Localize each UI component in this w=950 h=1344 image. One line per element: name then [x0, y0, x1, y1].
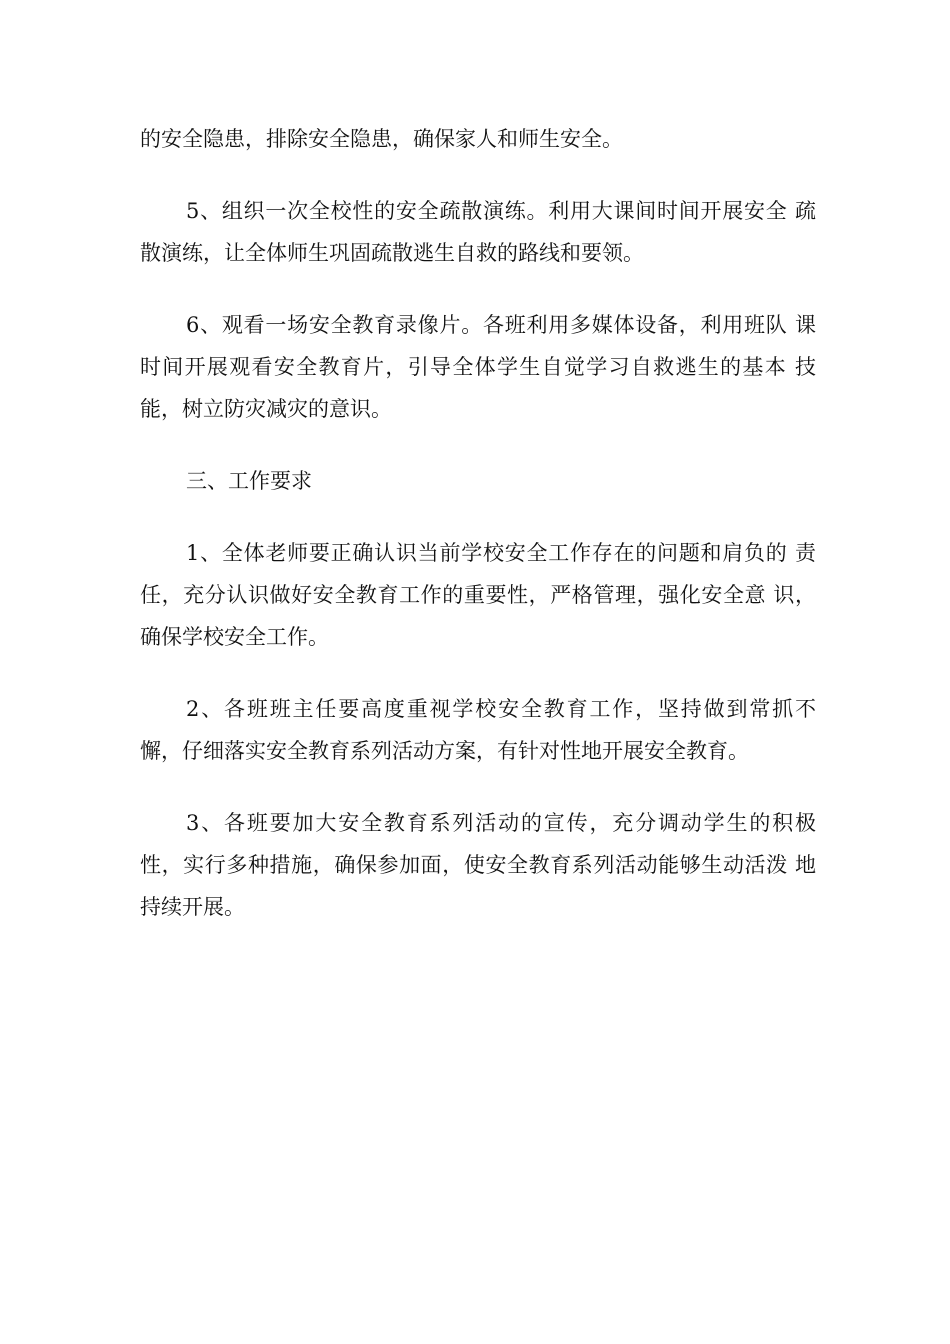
text-line: 确保学校安全工作。 [140, 625, 329, 649]
text-line: 2、各班班主任要高度重视学校安全教育工作，坚持做到常抓不 [186, 697, 816, 721]
text-line: 任，充分认识做好安全教育工作的重要性，严格管理，强化安全意 识， [140, 583, 816, 607]
text-line: 6、观看一场安全教育录像片。各班利用多媒体设备，利用班队 课 [186, 313, 816, 337]
paragraph-requirement-2 [140, 688, 816, 772]
text-line: 散演练，让全体师生巩固疏散逃生自救的路线和要领。 [140, 241, 644, 265]
paragraph-item-6 [140, 304, 816, 430]
heading-text: 三、工作要求 [186, 469, 312, 493]
text-line: 时间开展观看安全教育片，引导全体学生自觉学习自救逃生的基本 技 [140, 355, 816, 379]
section-heading [140, 460, 816, 502]
text-line: 持续开展。 [140, 895, 245, 919]
text-line: 懈，仔细落实安全教育系列活动方案，有针对性地开展安全教育。 [140, 739, 749, 763]
paragraph-item-5 [140, 190, 816, 274]
paragraph-continuation [140, 118, 816, 160]
text-line: 性，实行多种措施，确保参加面，使安全教育系列活动能够生动活泼 地 [140, 853, 816, 877]
text-line: 能，树立防灾减灾的意识。 [140, 397, 392, 421]
text-line: 1、全体老师要正确认识当前学校安全工作存在的问题和肩负的 责 [186, 541, 816, 565]
paragraph-requirement-1 [140, 532, 816, 658]
paragraph-requirement-3 [140, 802, 816, 928]
text-line: 3、各班要加大安全教育系列活动的宣传，充分调动学生的积极 [186, 811, 816, 835]
text-line: 5、组织一次全校性的安全疏散演练。利用大课间时间开展安全 疏 [186, 199, 816, 223]
text-line: 的安全隐患，排除安全隐患，确保家人和师生安全。 [140, 127, 623, 151]
document-body [140, 118, 816, 958]
